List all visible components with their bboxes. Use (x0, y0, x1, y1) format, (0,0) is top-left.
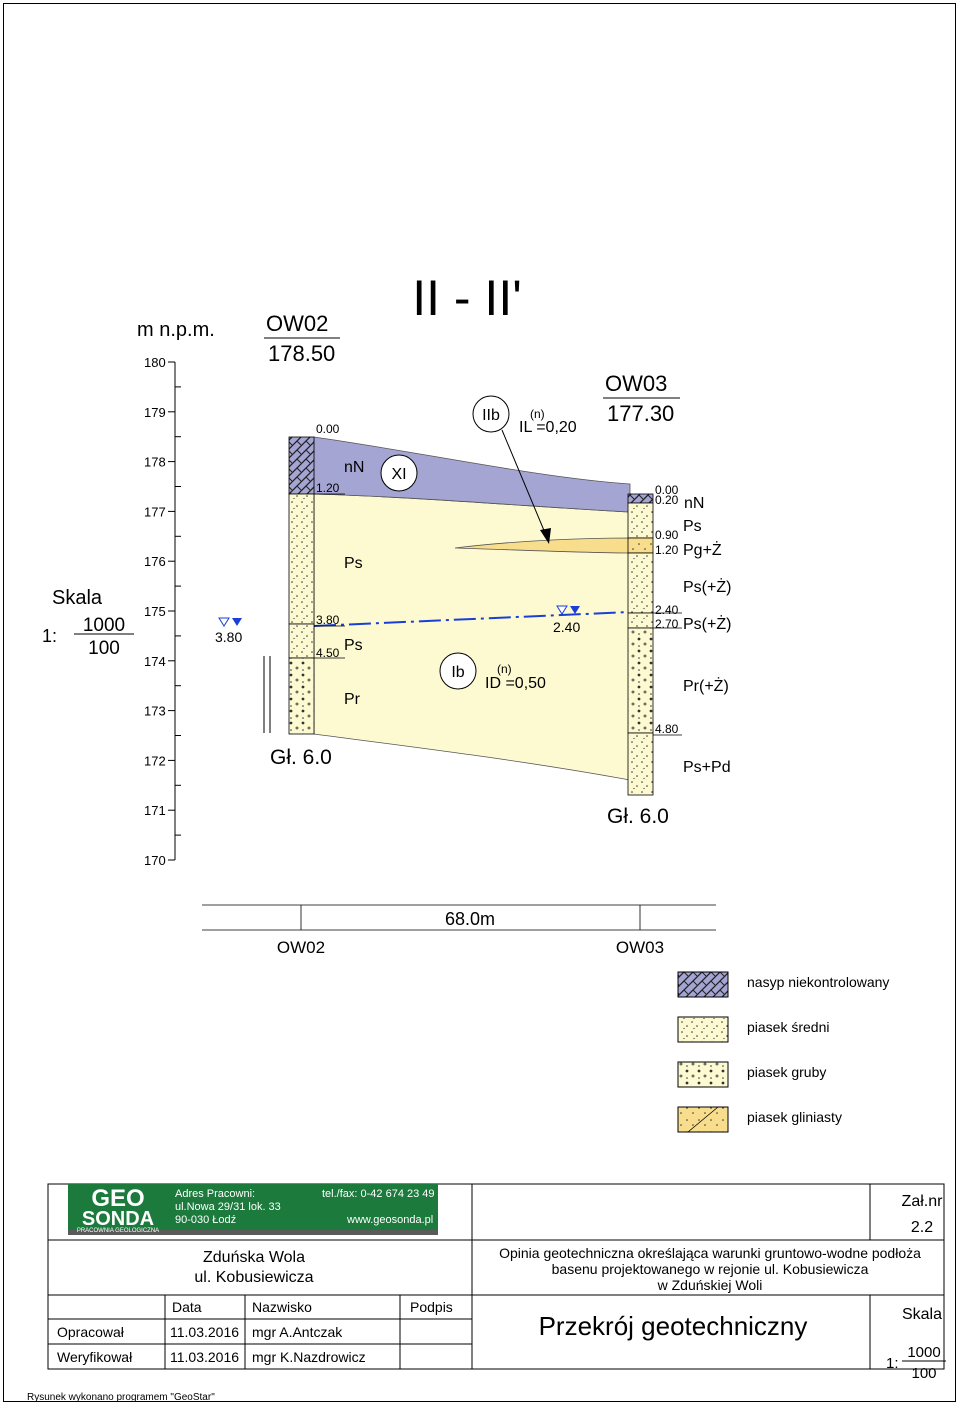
elevation-tick-label: 171 (144, 803, 166, 819)
company-phone: tel./fax: 0-42 674 23 49 (322, 1188, 435, 1200)
legend-label: piasek gliniasty (747, 1109, 842, 1125)
row-date: 11.03.2016 (170, 1324, 240, 1340)
row-role: Weryfikował (57, 1349, 133, 1365)
label-sand-medium: Ps (344, 555, 363, 572)
software-footer-note: Rysunek wykonano programem "GeoStar" (27, 1392, 215, 1403)
row-date: 11.03.2016 (170, 1349, 240, 1365)
ow02-depth-label: Gł. 6.0 (270, 746, 332, 769)
drawing-title: Przekrój geotechniczny (538, 1311, 808, 1341)
elevation-tick-label: 176 (144, 554, 166, 570)
ow02-depth-mark: 1.20 (316, 481, 340, 495)
elevation-unit-label: m n.p.m. (137, 319, 215, 341)
scale-label: Skala (52, 587, 103, 609)
ow03-depth-mark: 0.20 (655, 493, 679, 507)
column-sign: Podpis (410, 1299, 453, 1315)
legend-label: nasyp niekontrolowany (747, 974, 890, 990)
distance-line (202, 905, 716, 957)
row-name: mgr A.Antczak (252, 1324, 343, 1340)
ow02-column-sand (289, 494, 314, 624)
ow02-depth-mark: 4.50 (316, 646, 340, 660)
column-name: Nazwisko (252, 1299, 312, 1315)
ow03-layer-label: Pg+Ż (683, 542, 722, 559)
label-sand-medium-2: Ps (344, 637, 363, 654)
legend-swatch-fill (678, 972, 728, 997)
title-scale-prefix: 1: (886, 1355, 899, 1372)
title-scale-h: 1000 (907, 1344, 941, 1361)
elevation-tick-label: 173 (144, 703, 166, 719)
section-title: II - II' (412, 270, 522, 326)
ow03-water-level: 2.40 (553, 619, 581, 635)
elevation-tick-label: 175 (144, 604, 166, 619)
description-line: Opinia geotechniczna określająca warunki gruntowo-wodne podłoża (499, 1245, 921, 1261)
ow03-layer-label: Ps+Pd (683, 759, 731, 776)
scale-vertical: 100 (88, 638, 120, 659)
geotech-param-prefix: (n) (530, 407, 545, 421)
ow03-column-sand-3 (628, 613, 653, 628)
ow03-depth-label: Gł. 6.0 (607, 805, 669, 828)
ow03-layer-label: Ps(+Ż) (683, 579, 732, 596)
legend-swatch-sand (678, 1017, 728, 1042)
company-website: www.geosonda.pl (347, 1214, 434, 1226)
ow03-depth-mark: 0.90 (655, 528, 679, 542)
ow03-column-clay (628, 538, 653, 553)
ow03-column-fill (628, 494, 653, 503)
ow03-elevation: 177.30 (607, 401, 675, 426)
elevation-tick-label: 170 (144, 853, 166, 868)
title-scale-v: 100 (911, 1365, 937, 1382)
description-line: w Zduńskiej Woli (657, 1277, 763, 1293)
attachment-number: 2.2 (910, 1219, 934, 1236)
company-tagline: PRACOWNIA GEOLOGICZNA (76, 1228, 160, 1234)
distance-right-borehole: OW03 (615, 938, 665, 957)
ow03-layer-label: nN (684, 495, 705, 512)
scale-block (42, 587, 134, 659)
ow02-depth-mark: 0.00 (316, 422, 340, 436)
ow03-layer-label: Pr(+Ż) (683, 678, 729, 695)
geotech-layer-code: IIb (482, 407, 500, 424)
company-logo-bottom: SONDA (81, 1208, 155, 1230)
elevation-tick-label: 172 (144, 753, 166, 769)
strata (314, 437, 630, 780)
title-scale-label: Skala (901, 1306, 943, 1323)
elevation-tick-label: 178 (144, 454, 166, 470)
ow02-depth-mark: 3.80 (316, 613, 340, 627)
ow03-layer-label: Ps(+Ż) (683, 616, 732, 633)
ow02-water-symbol-filled (232, 618, 242, 626)
legend-label: piasek średni (747, 1019, 830, 1035)
ow02-column-sand-2 (289, 624, 314, 658)
ow03-layer-label: Ps (683, 518, 702, 535)
elevation-tick-label: 177 (144, 504, 166, 520)
label-fill: nN (344, 459, 365, 476)
legend (678, 972, 889, 1132)
elevation-tick-label: 174 (144, 653, 166, 669)
description-line: basenu projektowanego w rejonie ul. Kobusiewicza (551, 1261, 869, 1277)
ow03-column-coarse (628, 628, 653, 733)
address-street: ul.Nowa 29/31 lok. 33 (175, 1201, 281, 1213)
legend-swatch-coarse (678, 1062, 728, 1087)
title-block (48, 1184, 946, 1382)
geotech-layer-xi (381, 455, 417, 491)
ow03-depth-mark: 2.70 (655, 617, 679, 631)
address-label: Adres Pracowni: (175, 1188, 256, 1200)
address-city: 90-030 Łodź (175, 1214, 237, 1226)
ow02-name: OW02 (266, 311, 329, 336)
ow02-water-symbol-open (219, 618, 229, 626)
ow03-column-sand-dust (628, 733, 653, 795)
ow03-column-sand-2 (628, 553, 653, 613)
geotech-param-prefix: (n) (497, 662, 512, 676)
location-street: ul. Kobusiewicza (194, 1269, 314, 1286)
ow02-elevation: 178.50 (268, 341, 336, 366)
geotech-param: ID =0,50 (485, 675, 546, 692)
ow03-depth-mark: 2.40 (655, 603, 679, 617)
ow03-column-sand (628, 503, 653, 538)
label-sand-coarse: Pr (344, 691, 360, 708)
company-logo-top: GEO (91, 1185, 145, 1212)
ow03-name: OW03 (605, 371, 668, 396)
ow02-column-fill (289, 437, 314, 494)
column-date: Data (172, 1299, 202, 1315)
distance-value: 68.0m (444, 909, 496, 929)
row-role: Opracował (57, 1324, 124, 1340)
legend-label: piasek gruby (747, 1064, 827, 1080)
scale-horizontal: 1000 (82, 615, 126, 636)
geotech-layer-code: XI (391, 466, 407, 483)
scale-prefix: 1: (42, 626, 58, 646)
distance-left-borehole: OW02 (276, 938, 326, 957)
attachment-label: Zał.nr (901, 1193, 943, 1210)
ow02-water-level: 3.80 (215, 629, 243, 645)
geotech-layer-code: Ib (451, 664, 465, 681)
elevation-tick-label: 180 (144, 355, 166, 370)
ow02-column-coarse (289, 658, 314, 734)
elevation-tick-label: 179 (144, 404, 166, 420)
row-name: mgr K.Nazdrowicz (252, 1349, 366, 1365)
geotech-param: IL =0,20 (519, 419, 577, 436)
ow03-depth-mark: 1.20 (655, 543, 679, 557)
location-city: Zduńska Wola (203, 1249, 305, 1266)
ow03-depth-mark: 4.80 (655, 722, 679, 736)
ow03-depth-mark: 0.00 (655, 483, 679, 497)
